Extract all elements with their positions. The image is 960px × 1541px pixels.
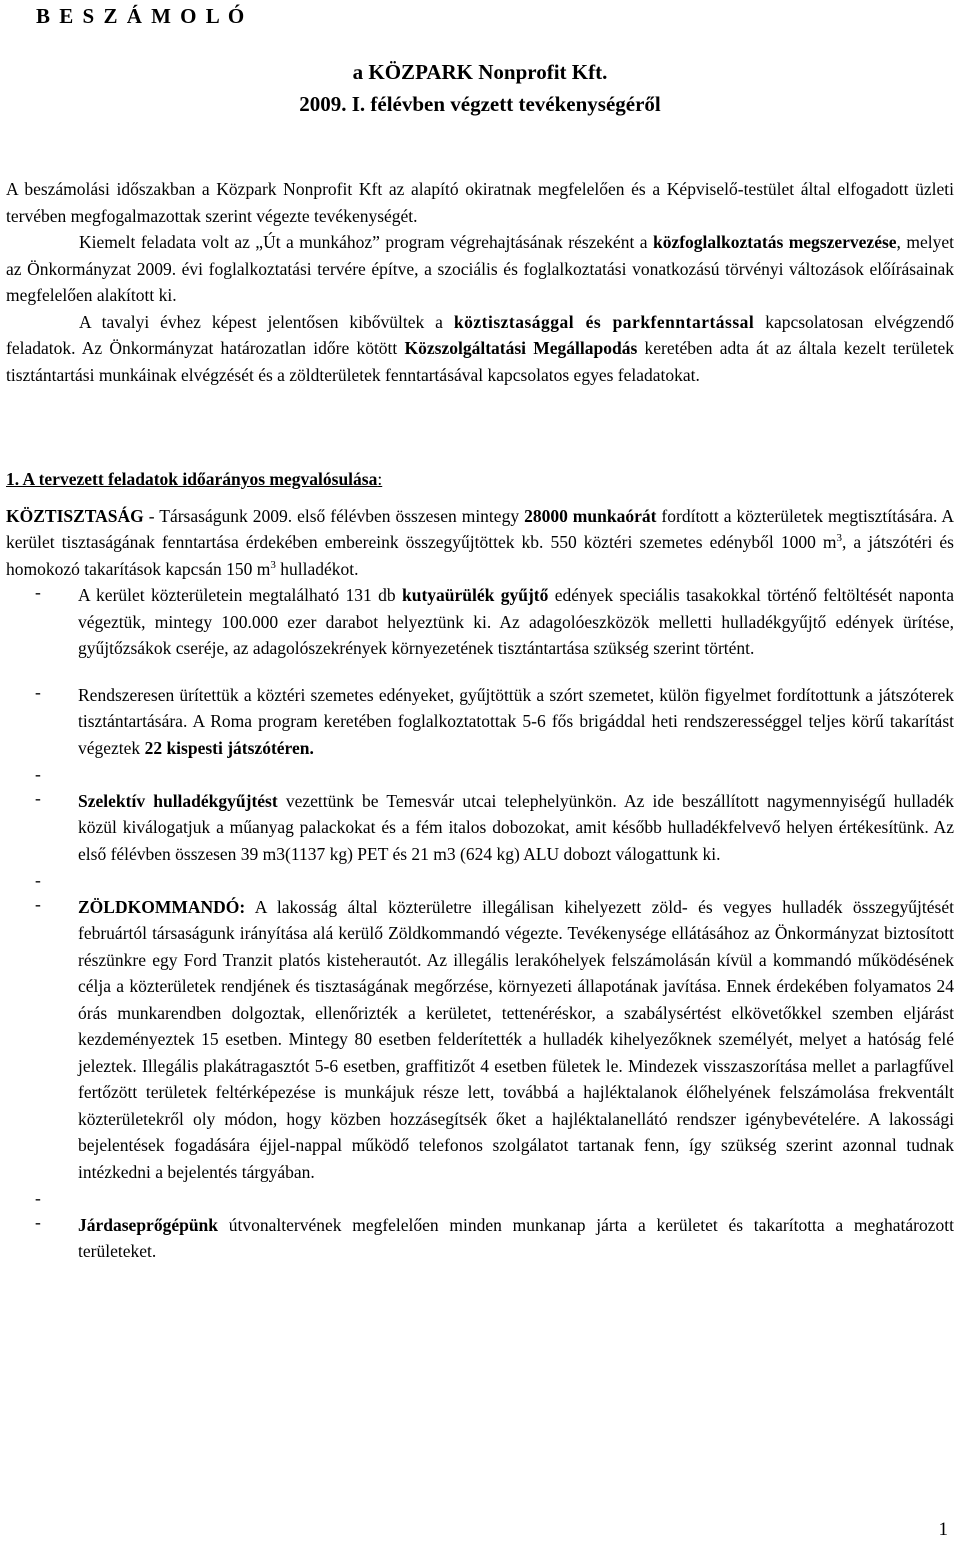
intro-paragraph-2: [6, 229, 954, 309]
list-dash-empty: -: [35, 764, 41, 784]
kozt-text-a: - Társaságunk 2009. első félévben összesen mintegy: [143, 505, 525, 526]
item2-bold: 22 kispesti játszótéren.: [144, 737, 314, 758]
item4-bold: ZÖLDKOMMANDÓ:: [78, 896, 246, 917]
intro-p2-bold: közfoglalkoztatás megszervezése: [652, 232, 897, 252]
item3-text-b: vezettünk be Temesvár utcai telephelyünkön. Az ide beszállított nagymennyiségű hulladék közül kiválogatjuk a műanyag palackokat és a fém italos dobozokat, amit később hulladékfelvevő helyen értékesítünk. Az első félévben összesen 39 m3(1137 kg) PET és 21 m3 (624 kg) ALU dobozt válogattunk ki.: [78, 790, 954, 864]
list-dash: -: [35, 893, 41, 914]
list-item-sweeper: [6, 1212, 954, 1265]
list-dash-empty: -: [35, 1188, 41, 1208]
kozt-sup-1: 3: [836, 532, 842, 545]
intro-paragraph-3: [6, 309, 954, 389]
list-dash: -: [35, 787, 41, 808]
intro-p3-text-e: keretében adta át az általa kezelt területek tisztántartási munkáinak elvégzését és a zöldterületek fenntartásával kapcsolatos egyes feladatokat.: [6, 338, 954, 385]
period-line: 2009. I. félévben végzett tevékenységéről: [299, 92, 661, 116]
item3-bold: Szelektív hulladékgyűjtést: [78, 790, 278, 811]
list-item-selective: [6, 788, 954, 868]
intro-paragraph-1: A beszámolási időszakban a Közpark Nonprofit Kft az alapító okiratnak megfelelően és a Képviselő-testület által elfogadott üzleti tervében megfogalmazottak szerint végezte tevékenységét.: [6, 179, 954, 226]
intro-section: [6, 176, 954, 388]
item4-text-b: A lakosság által közterületre illegálisan kihelyezett zöld- és vegyes hulladék összegyűjtését februártól társaságunk irányítása alá kerülő Zöldkommandó végezte. Tevékenysége ellátásához az Önkormányzat biztosított részünkre egy Ford Tranzit platós kisteherautót. Az illegális lerakóhelyek felszámolásán kívül a kommandó működésének célja a közterületek rendjének és tisztaságának megőrzése, környezeti állapotának javítása. Ennek érdekében folyamatos 24 órás munkarendben dolgoztak, ellenőrizték a kerületet, tettenéréskor, a szabálysértést elkövetőkkel szemben eljárást kezdeményeztek 15 esetben. Mintegy 80 esetben felderítették a hulladék kihelyezőknek személyét, melyet a hatóság felé jeleztek. Illegális plakátragasztót 5-6 esetben, graffitizőt 4 esetben fületek le. Mindezek visszaszorítása mellet a parlagfűvel fertőzött területek feltérképezése is munkájuk része lett, továbbá a hajléktalanok élőhelyének felszámolása frekventált közterületekről oly módon, hogy közben hozzásegítsék őket a hajléktalanellátó rendszer igénybevételére. A lakossági bejelentések fogadására éjjel-nappal működő telefonos szolgálatot tartanak fenn, így szükség szerint azonnal tudnak intézkedni a bejelentés tárgyában.: [78, 896, 954, 1182]
item1-bold: kutyaürülék gyűjtő: [401, 585, 549, 605]
item1-text-c: edények speciális tasakokkal történő feltöltését naponta végeztük, mintegy 100.000 ezer darabot helyeztünk ki. Az adagolóeszközök melletti hulladékgyűjtő edények ürítése, gyűjtőzsákok cseréje, az adagolószekrények környezetének tisztántartása szükség szerint történt.: [78, 585, 954, 658]
intro-p2-text-c: , melyet az Önkormányzat 2009. évi foglalkoztatási tervére építve, a szociális és foglalkoztatási vonatkozású törvényi változások előírásainak megfelelően alakított ki.: [6, 232, 954, 305]
kozt-text-d: , a játszótéri és homokozó takarítások kapcsán 150 m: [6, 532, 954, 579]
section-1-heading-colon: :: [377, 469, 383, 489]
page-number: 1: [938, 1519, 948, 1540]
intro-p3-text-c: kapcsolatosan elvégzendő feladatok. Az Önkormányzat határozatlan időre kötött: [6, 311, 954, 358]
organization-line: a KÖZPARK Nonprofit Kft.: [352, 60, 608, 84]
kozt-sup-2: 3: [270, 558, 276, 571]
kozt-paragraph: [6, 503, 954, 583]
intro-p3-bold-2: Közszolgáltatási Megállapodás: [404, 338, 638, 358]
kozt-label: KÖZTISZTASÁG: [6, 505, 144, 526]
list-item-zoldkommando: [6, 894, 954, 1186]
intro-p3-bold-1: köztisztasággal és parkfenntartással: [453, 311, 755, 332]
kozt-text-e: hulladékot.: [275, 558, 359, 579]
item2-text-a: Rendszeresen ürítettük a köztéri szemetes edényeket, gyűjtöttük a szórt szemetet, külön figyelmet fordítottunk a játszóterek tisztántartására. A Roma program keretében foglalkoztatottak 5-6 fős brigáddal heti rendszerességgel teljes körű takarítást végeztek: [78, 684, 954, 758]
section-1: [6, 466, 954, 1265]
section-1-heading: [6, 466, 954, 493]
kozt-text-c: fordított a közterületek megtisztítására. A kerület tisztaságának fenntartása érdekében embereink összegyűjtöttek kb. 550 köztéri szemetes edényből 1000 m: [6, 505, 955, 552]
list-dash: -: [35, 582, 41, 602]
item5-bold: Járdaseprőgépünk: [78, 1214, 219, 1235]
intro-p3-text-a: A tavalyi évhez képest jelentősen kibővültek a: [79, 311, 454, 332]
item5-text-b: útvonaltervének megfelelően minden munkanap járta a kerületet és takarította a meghatározott területeket.: [78, 1214, 954, 1261]
list-item-dog-waste: [6, 582, 954, 662]
intro-p2-text-a: Kiemelt feladata volt az „Út a munkához” program végrehajtásának részeként a: [79, 232, 653, 252]
section-1-heading-text: 1. A tervezett feladatok időarányos megvalósulása: [6, 469, 378, 489]
list-dash-empty: -: [35, 870, 41, 890]
kozt-bold: 28000 munkaórát: [524, 505, 657, 526]
item1-text-a: A kerület közterületein megtalálható 131 db: [78, 585, 402, 605]
list-dash: -: [35, 681, 41, 702]
list-item-bins: [6, 682, 954, 762]
list-dash: -: [35, 1211, 41, 1232]
document-title: B E S Z Á M O L Ó: [36, 4, 247, 28]
